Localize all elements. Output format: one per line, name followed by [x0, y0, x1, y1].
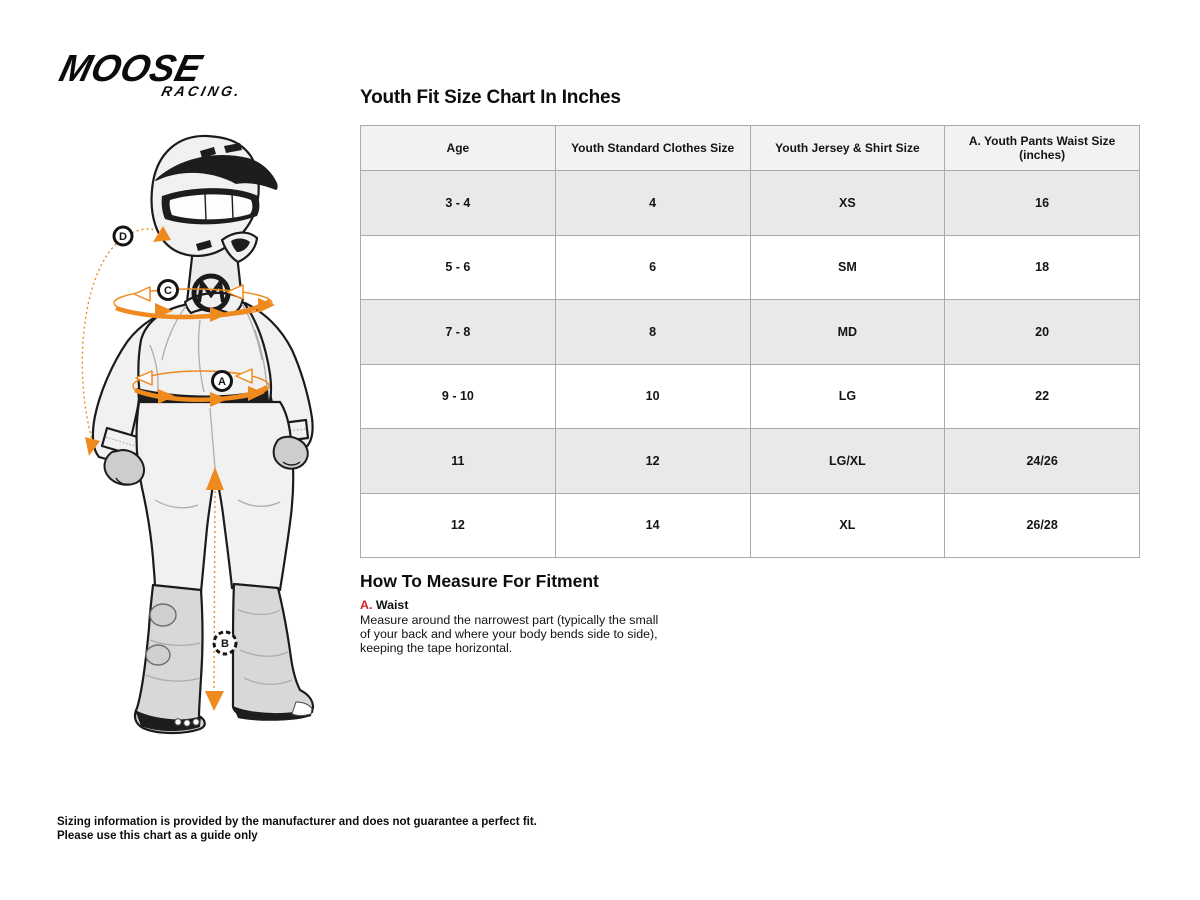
logo-text-moose: MOOSE — [55, 47, 207, 90]
boots — [135, 584, 313, 733]
table-cell: XS — [750, 171, 945, 236]
marker-badge-d — [114, 227, 132, 245]
table-cell: 7 - 8 — [361, 300, 556, 365]
table-row — [361, 429, 1140, 494]
table-cell: SM — [750, 235, 945, 300]
table-row — [361, 235, 1140, 300]
measure-label: Waist — [375, 598, 409, 612]
measure-item-title — [360, 598, 662, 612]
table-cell: 6 — [555, 235, 750, 300]
marker-letter-d: D — [119, 231, 127, 243]
table-cell: 4 — [555, 171, 750, 236]
logo-text-racing: RACING. — [159, 83, 244, 99]
column-header: A. Youth Pants Waist Size (inches) — [945, 126, 1140, 171]
column-header: Youth Standard Clothes Size — [555, 126, 750, 171]
table-cell: 9 - 10 — [361, 364, 556, 429]
measure-letter: A. — [360, 598, 373, 612]
table-cell: 16 — [945, 171, 1140, 236]
measure-heading: How To Measure For Fitment — [360, 571, 599, 591]
table-cell: 20 — [945, 300, 1140, 365]
table-cell: 10 — [555, 364, 750, 429]
table-row — [361, 493, 1140, 558]
table-cell: 12 — [555, 429, 750, 494]
disclaimer-line1: Sizing information is provided by the manufacturer and does not guarantee a perfect fit. — [57, 816, 537, 828]
table-row — [361, 300, 1140, 365]
table-cell: 12 — [361, 493, 556, 558]
column-header: Youth Jersey & Shirt Size — [750, 126, 945, 171]
table-cell: 5 - 6 — [361, 235, 556, 300]
marker-letter-c: C — [164, 285, 172, 297]
left-glove — [105, 450, 144, 485]
marker-badge-b — [214, 632, 236, 654]
size-table-body — [361, 171, 1140, 558]
measure-item-waist — [360, 598, 662, 655]
rider-measurement-figure — [60, 130, 350, 740]
marker-badge-a — [213, 372, 232, 391]
table-cell: 14 — [555, 493, 750, 558]
marker-letter-b: B — [221, 638, 229, 650]
table-row — [361, 171, 1140, 236]
measure-description: Measure around the narrowest part (typically the small of your back and where your body bends side to side), keeping the tape horizontal. — [360, 613, 659, 656]
table-cell: 18 — [945, 235, 1140, 300]
table-cell: 8 — [555, 300, 750, 365]
marker-letter-a: A — [218, 376, 226, 388]
table-cell: LG — [750, 364, 945, 429]
table-cell: 11 — [361, 429, 556, 494]
table-cell: XL — [750, 493, 945, 558]
table-cell: 26/28 — [945, 493, 1140, 558]
table-cell: 22 — [945, 364, 1140, 429]
disclaimer-line2: Please use this chart as a guide only — [57, 829, 258, 842]
marker-badge-c — [159, 281, 178, 300]
size-table — [360, 125, 1140, 558]
table-header-row — [361, 126, 1140, 171]
table-cell: LG/XL — [750, 429, 945, 494]
helmet — [152, 136, 278, 262]
column-header: Age — [361, 126, 556, 171]
right-glove — [274, 437, 308, 469]
table-cell: 3 - 4 — [361, 171, 556, 236]
table-row — [361, 364, 1140, 429]
table-cell: 24/26 — [945, 429, 1140, 494]
disclaimer — [57, 816, 537, 844]
table-cell: MD — [750, 300, 945, 365]
size-chart-title: Youth Fit Size Chart In Inches — [360, 87, 621, 108]
moose-racing-logo — [55, 47, 244, 99]
